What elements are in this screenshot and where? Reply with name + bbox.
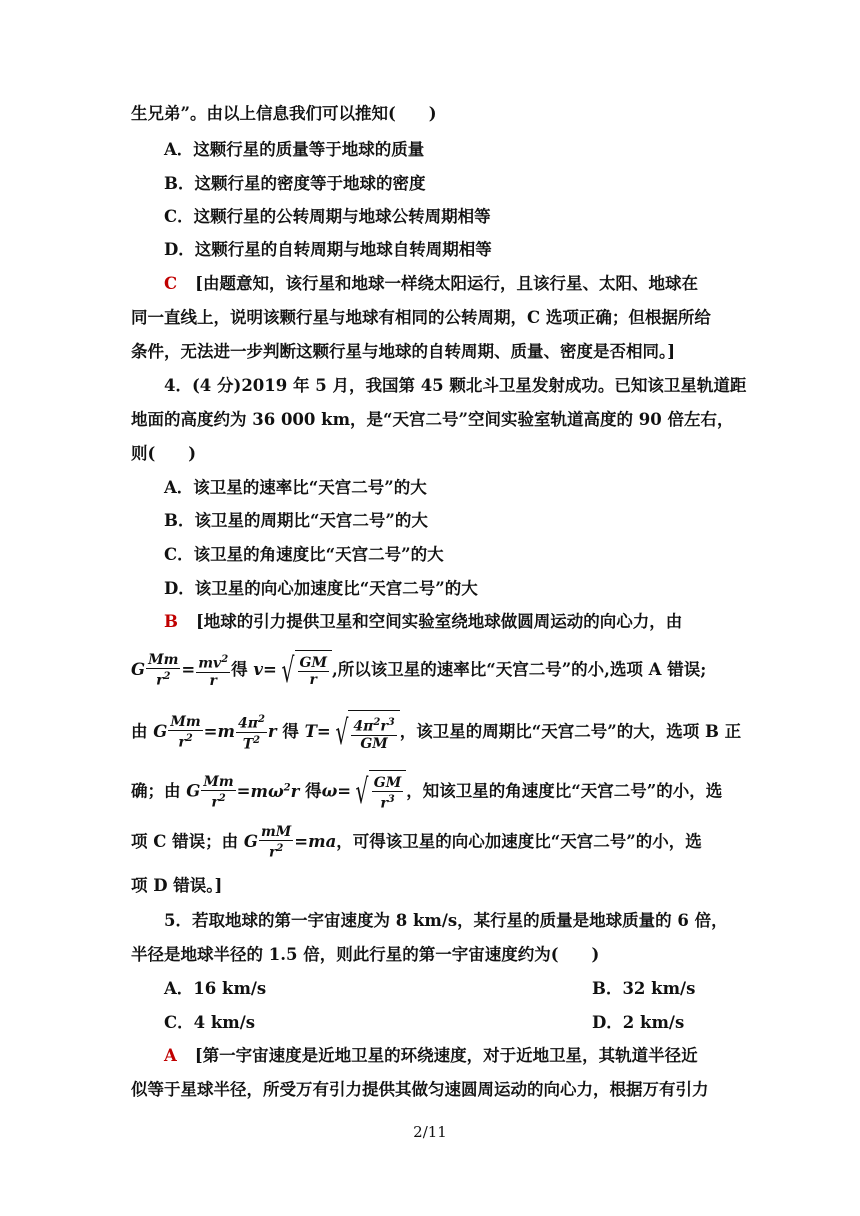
option-c: C．该卫星的角速度比“天宫二号”的大 bbox=[164, 545, 444, 564]
option-b: B．该卫星的周期比“天宫二号”的大 bbox=[164, 511, 428, 530]
option-c: C．4 km/s bbox=[164, 1013, 256, 1032]
answer-text: [由题意知，该行星和地球一样绕太阳运行，且该行星、太阳、地球在 bbox=[195, 274, 698, 293]
option-c: C．这颗行星的公转周期与地球公转周期相等 bbox=[164, 207, 491, 226]
formula-text: ，知该卫星的角速度比“天宫二号”的小，选 bbox=[406, 781, 723, 801]
answer-line bbox=[164, 1044, 764, 1068]
option-a: A．这颗行星的质量等于地球的质量 bbox=[164, 140, 425, 159]
text-line: 则( ) bbox=[131, 444, 197, 463]
text-line: 地面的高度约为 36 000 km，是“天宫二号”空间实验室轨道高度的 90 倍左右， bbox=[131, 410, 734, 429]
option-a: A．16 km/s bbox=[164, 979, 267, 998]
formula-line: G $\frac{Mm}{r^2}$ = $\frac{mv^2}{r}$ 得 v= √ $\frac{GM}{r}$ ,所以该卫星的速率比“天宫二号”的小,选项 A 错误; bbox=[131, 650, 707, 691]
answer-text: [地球的引力提供卫星和空间实验室绕地球做圆周运动的向心力，由 bbox=[195, 612, 683, 631]
text-line: 生兄弟”。由以上信息我们可以推知( ) bbox=[131, 104, 437, 123]
option-b: B．这颗行星的密度等于地球的密度 bbox=[164, 174, 426, 193]
question-stem: 4．(4 分)2019 年 5 月，我国第 45 颗北斗卫星发射成功。已知该卫星轨道距 bbox=[164, 376, 747, 395]
option-b: B．32 km/s bbox=[592, 979, 696, 998]
option-d: D．2 km/s bbox=[592, 1013, 685, 1032]
page-number: 2/11 bbox=[413, 1123, 447, 1141]
formula-line: 确；由 G $\frac{Mm}{r^2}$ $=m\omega^2r$ 得ω= √ $\frac{GM}{r^3}$ ，知该卫星的角速度比“天宫二号”的小，选 bbox=[131, 766, 731, 815]
formula-text: ，该卫星的周期比“天宫二号”的大，选项 B 正 bbox=[399, 722, 742, 741]
text-line: 条件，无法进一步判断这颗行星与地球的自转周期、质量、密度是否相同。] bbox=[131, 342, 676, 361]
option-d: D．这颗行星的自转周期与地球自转周期相等 bbox=[164, 240, 492, 259]
formula-line: 项 C 错误；由 G $\frac{mM}{r^2}$ =ma，可得该卫星的向心加速度比“天宫二号”的小，选 bbox=[131, 824, 702, 861]
answer-letter: B bbox=[164, 612, 178, 631]
options-row bbox=[164, 1011, 764, 1035]
question-stem: 5．若取地球的第一宇宙速度为 8 km/s，某行星的质量是地球质量的 6 倍， bbox=[164, 911, 728, 930]
answer-line bbox=[164, 272, 764, 296]
text-line: 项 D 错误。] bbox=[131, 876, 223, 895]
text-line: 同一直线上，说明该颗行星与地球有相同的公转周期，C 选项正确；但根据所给 bbox=[131, 308, 711, 327]
formula-text: ，可得该卫星的向心加速度比“天宫二号”的小，选 bbox=[336, 832, 702, 851]
text-line: 似等于星球半径，所受万有引力提供其做匀速圆周运动的向心力，根据万有引力 bbox=[131, 1080, 709, 1099]
option-d: D．该卫星的向心加速度比“天宫二号”的大 bbox=[164, 579, 478, 598]
answer-letter: C bbox=[164, 274, 178, 293]
options-row bbox=[164, 977, 764, 1001]
formula-text: ,所以该卫星的速率比“天宫二号”的小,选项 A 错误; bbox=[331, 660, 707, 679]
option-a: A．该卫星的速率比“天宫二号”的大 bbox=[164, 478, 427, 497]
answer-text: [第一宇宙速度是近地卫星的环绕速度，对于近地卫星，其轨道半径近 bbox=[194, 1046, 698, 1065]
text-line: 半径是地球半径的 1.5 倍，则此行星的第一宇宙速度约为( ) bbox=[131, 945, 600, 964]
answer-letter: A bbox=[164, 1046, 177, 1065]
answer-line bbox=[164, 610, 764, 634]
formula-line: 由 G $\frac{Mm}{r^2}$ =m $\frac{4\pi^2}{T^2}$ r 得 T= √ $\frac{4\pi^2r^3}{GM}$ ，该卫星的周期比“天宫二号”的大，选项 B 正 bbox=[131, 710, 731, 755]
